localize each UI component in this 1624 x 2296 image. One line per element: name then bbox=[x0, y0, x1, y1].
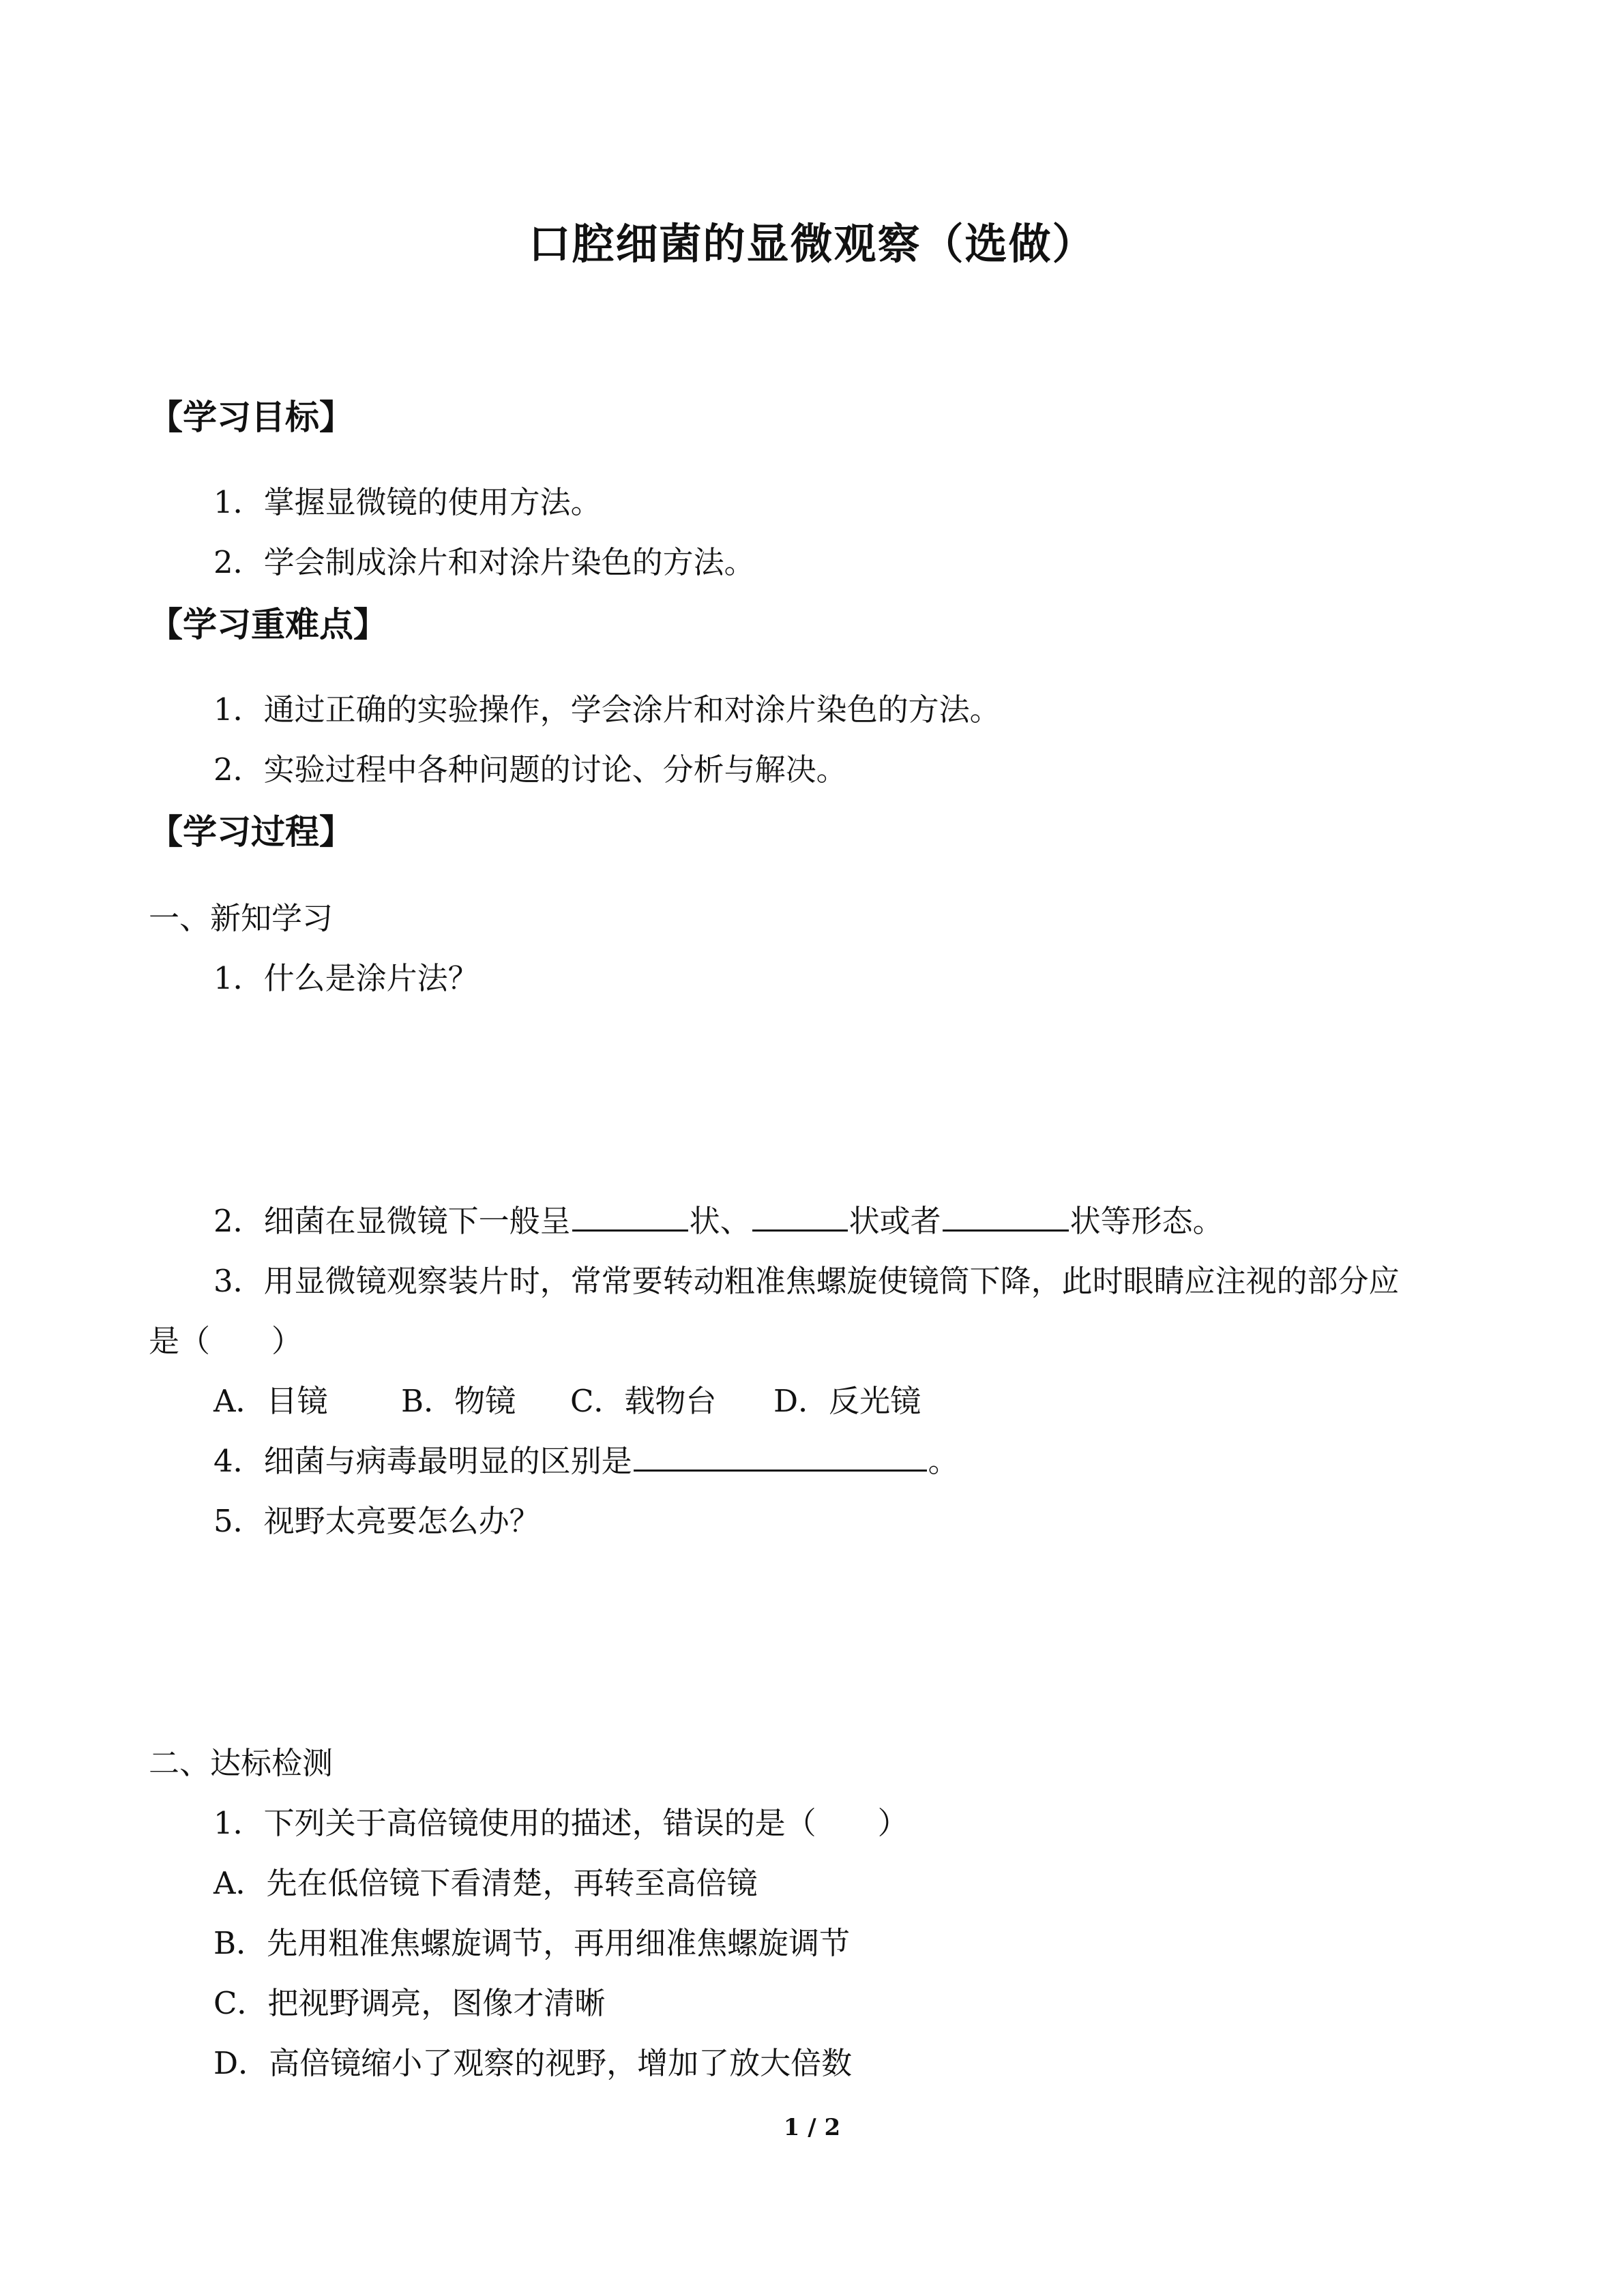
option-c: C．载物台 bbox=[570, 1383, 717, 1419]
objectives-heading: 【学习目标】 bbox=[149, 397, 353, 437]
key-point-item: 2．实验过程中各种问题的讨论、分析与解决。 bbox=[213, 751, 847, 788]
answer-blank[interactable] bbox=[943, 1229, 1069, 1232]
question-2 bbox=[213, 1196, 1224, 1240]
option-d: D．反光镜 bbox=[773, 1383, 921, 1419]
page-title: 口腔细菌的显微观察（选做） bbox=[528, 219, 1096, 269]
question-3-line2: 是（ ） bbox=[149, 1323, 303, 1359]
question-3-line1: 3．用显微镜观察装片时，常常要转动粗准焦螺旋使镜筒下降，此时眼睛应注视的部分应 bbox=[213, 1263, 1400, 1299]
question-5: 5．视野太亮要怎么办？ bbox=[213, 1503, 540, 1539]
test-option-c: C．把视野调亮，图像才清晰 bbox=[213, 1985, 606, 2021]
question-2-prefix: 2．细菌在显微镜下一般呈 bbox=[213, 1203, 571, 1239]
process-heading: 【学习过程】 bbox=[149, 811, 353, 852]
answer-blank[interactable] bbox=[752, 1229, 848, 1232]
question-4 bbox=[213, 1436, 959, 1480]
objective-item: 1．掌握显微镜的使用方法。 bbox=[213, 484, 602, 520]
test-option-d: D．高倍镜缩小了观察的视野，增加了放大倍数 bbox=[213, 2045, 853, 2081]
section-title: 一、新知学习 bbox=[149, 900, 334, 936]
answer-blank[interactable] bbox=[634, 1469, 927, 1472]
question-2-suffix: 状等形态。 bbox=[1069, 1203, 1224, 1239]
test-option-a: A．先在低倍镜下看清楚，再转至高倍镜 bbox=[213, 1865, 758, 1901]
option-b: B．物镜 bbox=[401, 1383, 516, 1419]
question-4-prefix: 4．细菌与病毒最明显的区别是 bbox=[213, 1443, 632, 1479]
question-4-suffix: 。 bbox=[928, 1443, 959, 1479]
question-1: 1．什么是涂片法？ bbox=[213, 960, 479, 996]
question-2-mid: 状或者 bbox=[848, 1203, 941, 1239]
option-a: A．目镜 bbox=[213, 1383, 328, 1419]
objective-item: 2．学会制成涂片和对涂片染色的方法。 bbox=[213, 544, 755, 580]
key-point-item: 1．通过正确的实验操作，学会涂片和对涂片染色的方法。 bbox=[213, 691, 1001, 728]
test-question-1: 1．下列关于高倍镜使用的描述，错误的是（ ） bbox=[213, 1805, 909, 1841]
page-number: 1 / 2 bbox=[783, 2114, 841, 2141]
answer-blank[interactable] bbox=[572, 1229, 688, 1232]
section-title: 二、达标检测 bbox=[149, 1745, 334, 1781]
test-option-b: B．先用粗准焦螺旋调节，再用细准焦螺旋调节 bbox=[213, 1925, 851, 1961]
key-points-heading: 【学习重难点】 bbox=[149, 604, 387, 644]
question-2-mid: 状、 bbox=[689, 1203, 751, 1239]
